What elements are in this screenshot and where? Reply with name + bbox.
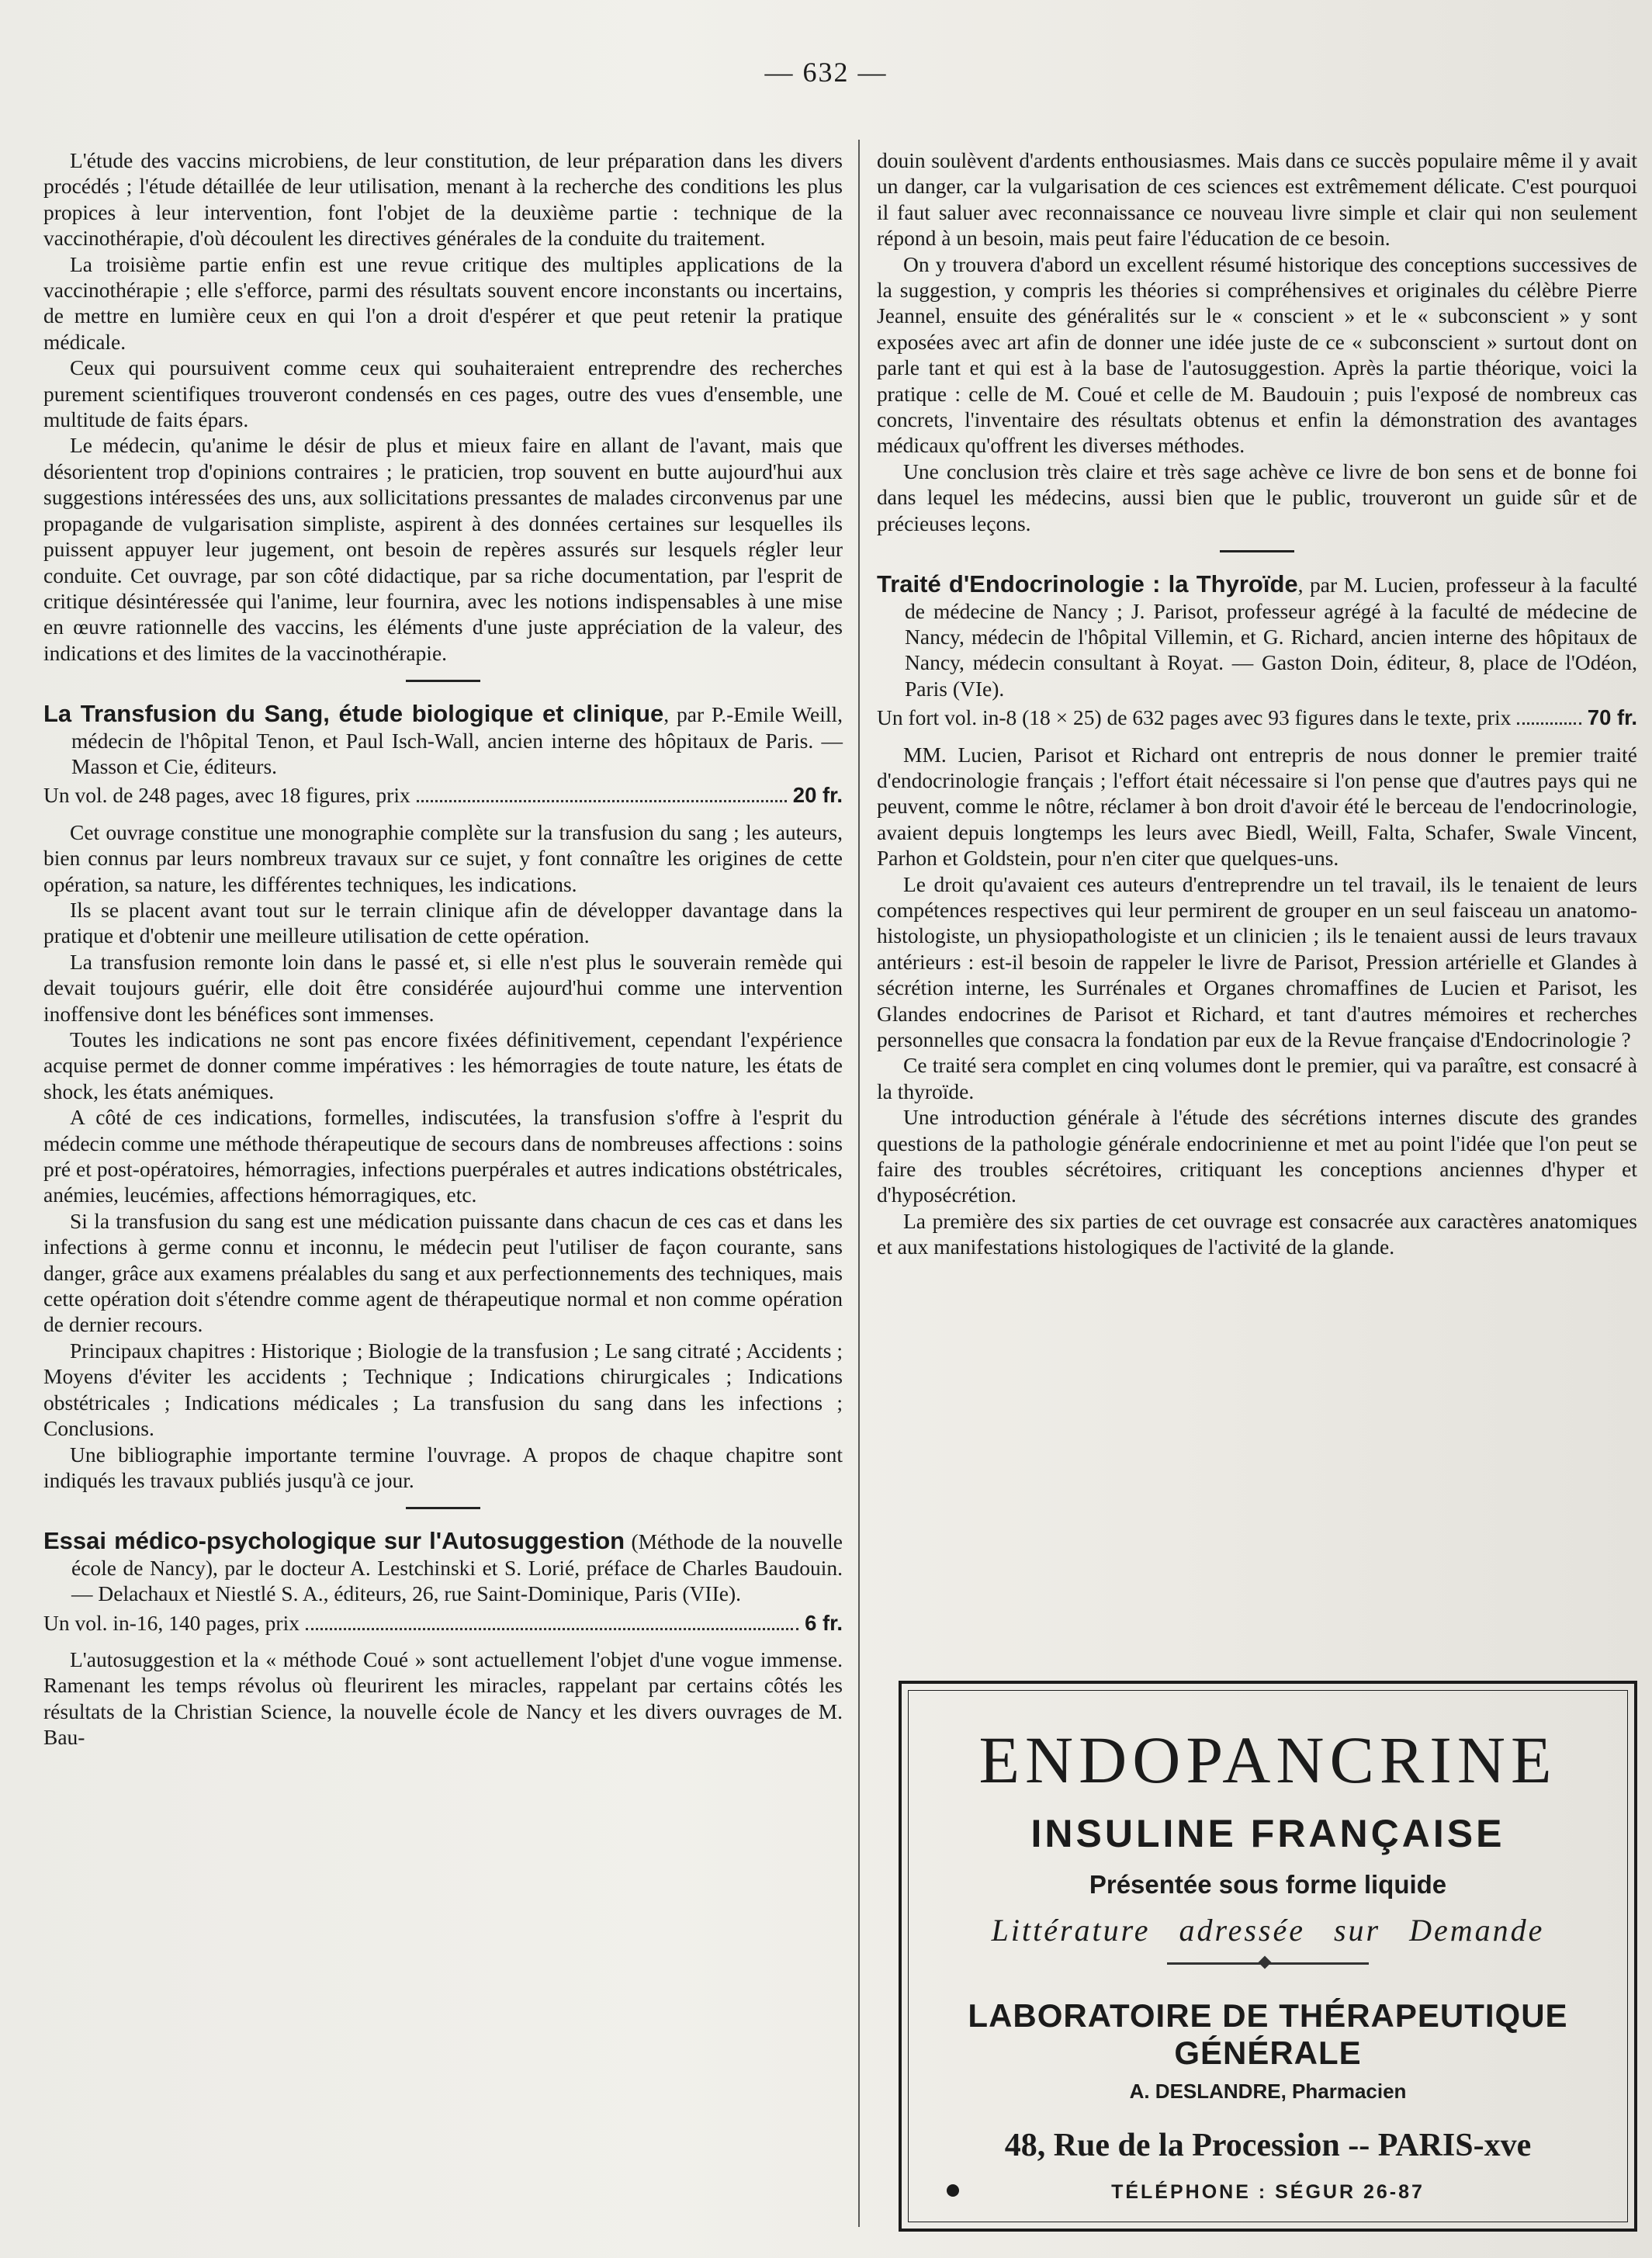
continued-paragraph: douin soulèvent d'ardents enthousiasmes. Mais dans ce succès populaire même il y avait un danger, car la vulgarisation de ces sciences est extrêmement délicate. C'est pourquoi il faut saluer avec reconnaissance ce nouveau livre simple et clair qui non seulement répond à un besoin, mais peut faire l'éducation de ce besoin. (877, 148, 1637, 251)
right-column (877, 147, 1637, 1260)
review-title: La Transfusion du Sang, étude biologique et clinique (43, 700, 664, 728)
review-paragraph: MM. Lucien, Parisot et Richard ont entrepris de nous donner le premier traité d'endocrinologie français ; l'effort était nécessaire si l'on pense que d'autres pays qui ne peuvent, comme le nôtre, réclamer à bon droit d'avoir été le berceau de l'endocrinologie, avaient depuis longtemps les leurs avec Biedl, Weill, Falta, Schafer, Swale Vincent, Parhon et Goldstein, pour n'en citer que quelques-uns. (877, 742, 1637, 871)
ad-literature-line: Littérature adressée sur Demande (991, 1913, 1545, 1948)
intro-paragraph: L'étude des vaccins microbiens, de leur constitution, de leur préparation dans les divers procédés ; l'étude détaillée de leur utilisation, menant à la recherche des conditions les plus propices à leur intervention, font l'objet de la deuxième partie : technique de la vaccinothérapie, d'où découlent les directives générales de la conduite du traitement. (43, 148, 843, 251)
price-value: 6 fr. (805, 1610, 843, 1635)
ad-subtitle: INSULINE FRANÇAISE (1030, 1812, 1505, 1855)
price-label: Un fort vol. in-8 (18 × 25) de 632 pages avec 93 figures dans le texte, prix (877, 705, 1512, 730)
review-heading-transfusion (43, 701, 843, 779)
ad-form-line: Présentée sous forme liquide (1089, 1870, 1447, 1899)
ad-telephone: TÉLÉPHONE : SÉGUR 26-87 (1111, 2181, 1425, 2203)
review-paragraph: Le droit qu'avaient ces auteurs d'entreprendre un tel travail, ils le tenaient de leurs compétences respectives qui leur permirent de grouper en un seul faisceau un anatomo-histologiste, un physiopathologiste et un clinicien ; ils le tenaient aussi de leurs travaux antérieurs : est-il besoin de rappeler le livre de Parisot, Pression artérielle et Glandes à sécrétion interne, les Surrénales et Organes chromaffines de Lucien et Parisot, les Glandes endocrines de Parisot et Richard, et tant d'autres mémoires et recherches personnelles que consacra la fondation par eux de la Revue française d'Endocrinologie ? (877, 871, 1637, 1051)
price-label: Un vol. in-16, 140 pages, prix (43, 1610, 300, 1635)
review-paragraph: Cet ouvrage constitue une monographie complète sur la transfusion du sang ; les auteurs, bien connus par leurs nombreux travaux sur ce sujet, y font connaître les origines de cette opération, sa nature, les différentes techniques, les indications. (43, 819, 843, 896)
leader-dots (1517, 722, 1581, 725)
column-divider (858, 140, 860, 2227)
review-paragraph: Une bibliographie importante termine l'ouvrage. A propos de chaque chapitre sont indiqués les travaux publiés jusqu'à ce jour. (43, 1442, 843, 1492)
ad-telephone-line (902, 2181, 1634, 2204)
leader-dots (417, 800, 787, 802)
ad-laboratory: LABORATOIRE DE THÉRAPEUTIQUE GÉNÉRALE (968, 1997, 1568, 2071)
section-separator (406, 680, 480, 682)
review-title: Essai médico-psychologique sur l'Autosuggestion (43, 1527, 625, 1555)
ad-ornament (1167, 1962, 1369, 1965)
left-column (43, 147, 843, 1751)
bullet-dot (947, 2184, 959, 2197)
advertisement-inner-border (908, 1690, 1628, 2222)
review-paragraph: A côté de ces indications, formelles, indiscutées, la transfusion s'offre à l'esprit du médecin comme une méthode thérapeutique de secours dans de nombreuses affections : soins pré et post-opératoires, hémorragies, infections puerpérales et autres indications obstétricales, anémies, leucémies, affections hémorragiques, etc. (43, 1105, 843, 1207)
price-value: 20 fr. (792, 783, 843, 808)
review-paragraph: On y trouvera d'abord un excellent résumé historique des conceptions successives de la suggestion, y compris les théories si compréhensives et originales du célèbre Pierre Jeannel, ensuite des généralités sur le « conscient » et le « subconscient » y sont exposées avec art afin de donner une idée juste de ce « subconscient » surtout dont on parle tant et qui est à la base de l'autosuggestion. Après la partie théorique, voici la pratique : celle de M. Coué et celle de M. Baudouin ; puis l'exposé de nombreux cas concrets, l'inventaire des résultats obtenus et enfin la démonstration des avantages médicaux qu'offrent les diverses méthodes. (877, 251, 1637, 458)
review-price-line (43, 1610, 843, 1636)
review-heading-autosuggestion (43, 1528, 843, 1606)
review-byline: (Méthode de la nouvelle école de Nancy), par le docteur A. Lestchinski et S. Lorié, préface de Charles Baudouin. — Delachaux et Niestlé S. A., éditeurs, 26, rue Saint-Dominique, Paris (VIIe). (71, 1529, 843, 1606)
review-byline: , par M. Lucien, professeur à la faculté de médecine de Nancy ; J. Parisot, professeur agrégé à la faculté de médecine de Nancy, médecin de l'hôpital Villemin, et G. Richard, ancien interne des hôpitaux de Nancy, médecin consultant à Royat. — Gaston Doin, éditeur, 8, place de l'Odéon, Paris (VIe). (905, 573, 1637, 701)
ad-address: 48, Rue de la Procession -- PARIS-xve (1004, 2128, 1532, 2163)
review-paragraph: Principaux chapitres : Historique ; Biologie de la transfusion ; Le sang citraté ; Accidents ; Moyens d'éviter les accidents ; Technique ; Indications chirurgicales ; Indications obstétricales ; Indications médicales ; La transfusion du sang dans les infections ; Conclusions. (43, 1338, 843, 1441)
review-price-line (43, 782, 843, 808)
price-label: Un vol. de 248 pages, avec 18 figures, prix (43, 783, 410, 808)
price-value: 70 fr. (1587, 705, 1637, 730)
review-paragraph: La première des six parties de cet ouvrage est consacrée aux caractères anatomiques et aux manifestations histologiques de l'activité de la glande. (877, 1208, 1637, 1259)
review-paragraph: Une introduction générale à l'étude des sécrétions internes discute des grandes questions de la pathologie générale endocrinienne et met au point l'idée que l'on peut se faire des troubles sécrétoires, critiquant les conceptions anciennes d'hyper et d'hyposécrétion. (877, 1105, 1637, 1207)
ad-pharmacist: A. DESLANDRE, Pharmacien (1129, 2080, 1407, 2103)
review-title: Traité d'Endocrinologie : la Thyroïde (877, 570, 1298, 598)
intro-paragraph: Ceux qui poursuivent comme ceux qui souhaiteraient entreprendre des recherches purement scientifiques trouveront condensés en ces pages, outre des vues d'ensemble, une multitude de faits épars. (43, 355, 843, 432)
review-paragraph: Si la transfusion du sang est une médication puissante dans chacun de ces cas et dans les infections à germe connu et inconnu, le médecin peut l'utiliser de façon courante, sans danger, grâce aux examens préalables du sang et aux perfectionnements des techniques, mais cette opération doit s'étendre comme agent de thérapeutique normal et non comme opération de dernier recours. (43, 1208, 843, 1337)
leader-dots (306, 1628, 798, 1630)
section-separator (1220, 550, 1294, 552)
ad-brand-name: ENDOPANCRINE (978, 1723, 1557, 1797)
advertisement-box (899, 1681, 1637, 2232)
review-price-line (877, 705, 1637, 730)
review-paragraph: Ils se placent avant tout sur le terrain clinique afin de développer davantage dans la pratique et d'obtenir une meilleure utilisation de cette opération. (43, 897, 843, 948)
review-paragraph: L'autosuggestion et la « méthode Coué » sont actuellement l'objet d'une vogue immense. Ramenant les temps révolus où fleurirent les miracles, rappelant par certains côtés les résultats de la Christian Science, la nouvelle école de Nancy et les divers ouvrages de M. Bau- (43, 1647, 843, 1750)
section-separator (406, 1507, 480, 1509)
review-paragraph: Ce traité sera complet en cinq volumes dont le premier, qui va paraître, est consacré à la thyroïde. (877, 1053, 1637, 1103)
intro-paragraph: La troisième partie enfin est une revue critique des multiples applications de la vaccinothérapie ; elle s'efforce, parmi des résultats souvent encore inconstants ou incertains, de mettre en lumière ceux en qui l'on a droit d'espérer et que peut retenir la pratique médicale. (43, 251, 843, 354)
page-number: — 632 — (764, 57, 888, 88)
review-byline: , par P.-Emile Weill, médecin de l'hôpital Tenon, et Paul Isch-Wall, ancien interne des hôpitaux de Paris. — Masson et Cie, éditeurs. (71, 702, 843, 778)
review-paragraph: Toutes les indications ne sont pas encore fixées définitivement, cependant l'expérience acquise permet de donner comme impératives : les hémorragies de toute nature, les états de shock, les états anémiques. (43, 1027, 843, 1103)
review-paragraph: Une conclusion très claire et très sage achève ce livre de bon sens et de bonne foi dans lequel les médecins, aussi bien que le public, trouveront un guide sûr et de précieuses leçons. (877, 459, 1637, 535)
review-paragraph: La transfusion remonte loin dans le passé et, si elle n'est plus le souverain remède qui devait toujours guérir, elle doit être considérée aujourd'hui comme une intervention inoffensive dont les bénéfices sont immenses. (43, 949, 843, 1026)
intro-paragraph: Le médecin, qu'anime le désir de plus et mieux faire en allant de l'avant, mais que désorientent trop d'opinions contraires ; le praticien, trop souvent en butte aujourd'hui aux suggestions intéressées des uns, aux sollicitations pressantes de malades circonvenus par une propagande de vulgarisation simpliste, aspirent à des données certaines sur lesquelles ils puissent appuyer leur jugement, ont besoin de repères assurés sur lesquels régler leur conduite. Cet ouvrage, par son côté didactique, par sa riche documentation, par l'esprit de critique désintéressée qui l'anime, leur fournira, avec les notions indispensables à une mise en œuvre rationnelle des vaccins, les éléments d'une juste appréciation de la valeur, des indications et des limites de la vaccinothérapie. (43, 433, 843, 665)
review-heading-endocrinologie (877, 571, 1637, 701)
